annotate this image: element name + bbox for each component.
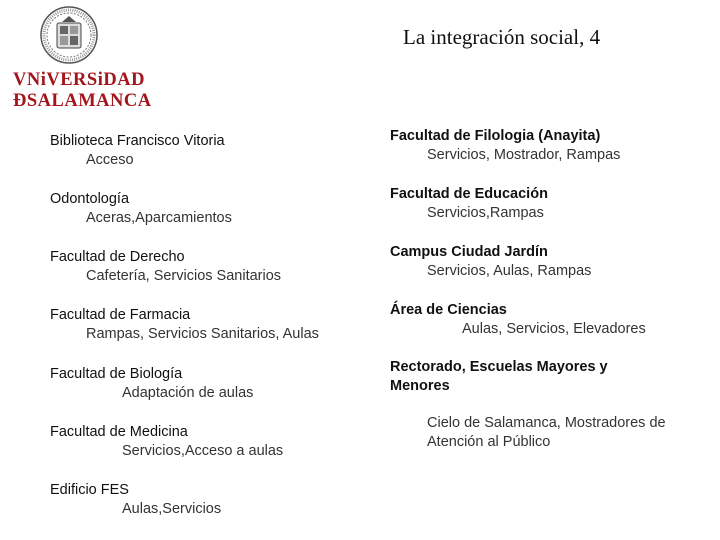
item-name: Edificio FES — [50, 482, 129, 498]
item-name: Área de Ciencias — [390, 302, 507, 318]
list-item — [390, 185, 548, 223]
item-name: Odontología — [50, 191, 130, 207]
item-detail: Aceras,Aparcamientos — [86, 210, 232, 226]
list-item — [50, 132, 225, 170]
list-item — [390, 358, 666, 452]
item-name: Facultad de Educación — [390, 186, 548, 202]
list-item — [50, 248, 281, 286]
list-item — [390, 127, 620, 165]
item-name: Rectorado, Escuelas Mayores y Menores — [390, 359, 608, 394]
list-item — [390, 301, 646, 339]
list-item — [50, 423, 283, 461]
item-detail: Acceso — [86, 152, 134, 168]
list-item — [390, 243, 591, 281]
item-name: Campus Ciudad Jardín — [390, 244, 548, 260]
item-detail: Cielo de Salamanca, Mostradores de Atención al Público — [427, 415, 666, 450]
item-detail: Cafetería, Servicios Sanitarios — [86, 268, 282, 284]
item-detail: Servicios, Mostrador, Rampas — [427, 147, 621, 163]
item-detail: Adaptación de aulas — [122, 385, 254, 401]
item-detail: Rampas, Servicios Sanitarios, Aulas — [86, 326, 319, 342]
wordmark-line-1: VNiVERSiDAD — [13, 70, 145, 90]
item-detail: Servicios,Acceso a aulas — [122, 443, 284, 459]
list-item — [50, 190, 232, 228]
list-item — [50, 365, 253, 403]
page-title: La integración social, 4 — [403, 25, 601, 49]
item-detail: Servicios,Rampas — [427, 205, 544, 221]
university-wordmark — [13, 70, 152, 112]
list-item — [50, 306, 319, 344]
item-name: Facultad de Farmacia — [50, 307, 191, 323]
item-name: Facultad de Filologia (Anayita) — [390, 128, 601, 144]
item-name: Facultad de Derecho — [50, 249, 185, 265]
item-name: Facultad de Biología — [50, 366, 183, 382]
item-detail: Aulas, Servicios, Elevadores — [462, 321, 646, 337]
item-name: Facultad de Medicina — [50, 424, 188, 440]
list-item — [50, 481, 221, 519]
university-seal-icon — [40, 6, 98, 64]
item-detail: Servicios, Aulas, Rampas — [427, 263, 592, 279]
item-detail: Aulas,Servicios — [122, 501, 222, 517]
item-name: Biblioteca Francisco Vitoria — [50, 133, 225, 149]
wordmark-line-2: ÐSALAMANCA — [13, 91, 152, 111]
